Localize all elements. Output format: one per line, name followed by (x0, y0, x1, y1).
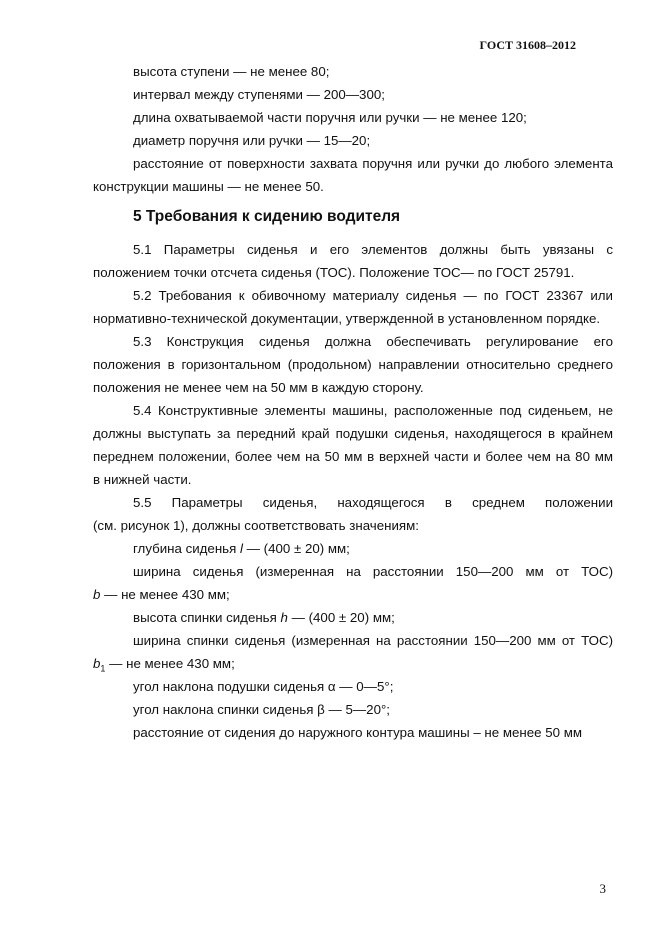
cushion-angle-item: угол наклона подушки сиденья α — 0—5°; (133, 679, 394, 694)
paragraph-5-2: 5.2 Требования к обивочному материалу сиденья — по ГОСТ 23367 или (133, 288, 613, 303)
paragraph-5-3: 5.3 Конструкция сиденья должна обеспечивать регулирование его (133, 334, 613, 349)
paragraph-5-1: 5.1 Параметры сиденья и его элементов должны быть увязаны с (133, 242, 613, 257)
paragraph-5-1-cont: положением точки отсчета сиденья (ТОС). Положение ТОС— по ГОСТ 25791. (93, 265, 575, 280)
backrest-width-item: ширина спинки сиденья (измеренная на расстоянии 150—200 мм от ТОС) (133, 633, 613, 648)
paragraph-5-4-cont: в нижней части. (93, 472, 192, 487)
seat-depth-item: глубина сиденья l — (400 ± 20) мм; (133, 541, 350, 556)
paragraph-5-2-cont: нормативно-технической документации, утвержденной в установленном порядке. (93, 311, 601, 326)
paragraph-5-5: 5.5 Параметры сиденья, находящегося в среднем положении (133, 495, 613, 510)
contour-distance-item: расстояние от сидения до наружного контура машины – не менее 50 мм (133, 725, 582, 740)
document-header: ГОСТ 31608–2012 (479, 38, 576, 52)
backrest-width-item-cont: $b_1$ — не менее 430 мм; (93, 656, 235, 674)
paragraph-5-3-cont: положения в горизонтальном (продольном) направлении относительно среднего (93, 357, 613, 372)
paragraph-5-4: 5.4 Конструктивные элементы машины, расположенные под сиденьем, не (133, 403, 613, 418)
list-item-continuation: конструкции машины — не менее 50. (93, 179, 324, 194)
list-item: интервал между ступенями — 200—300; (133, 87, 385, 102)
paragraph-5-5-cont: (см. рисунок 1), должны соответствовать значениям: (93, 518, 419, 533)
list-item: длина охватываемой части поручня или ручки — не менее 120; (133, 110, 527, 125)
list-item: расстояние от поверхности захвата поручня или ручки до любого элемента (133, 156, 613, 171)
seat-width-item: ширина сиденья (измеренная на расстоянии 150—200 мм от ТОС) (133, 564, 613, 579)
paragraph-5-4-cont: переднем положении, более чем на 50 мм в верхней части и более чем на 80 мм (93, 449, 613, 464)
seat-width-item-cont: b — не менее 430 мм; (93, 587, 230, 602)
section-title: 5 Требования к сидению водителя (133, 208, 401, 225)
list-item: диаметр поручня или ручки — 15—20; (133, 133, 371, 148)
backrest-height-item: высота спинки сиденья h — (400 ± 20) мм; (133, 610, 395, 625)
paragraph-5-4-cont: должны выступать за передний край подушки сиденья, находящегося в крайнем (93, 426, 613, 441)
backrest-angle-item: угол наклона спинки сиденья β — 5—20°; (133, 702, 390, 717)
list-item: высота ступени — не менее 80; (133, 64, 330, 79)
page-number: 3 (599, 881, 606, 896)
paragraph-5-3-cont: положения не менее чем на 50 мм в каждую сторону. (93, 380, 424, 395)
